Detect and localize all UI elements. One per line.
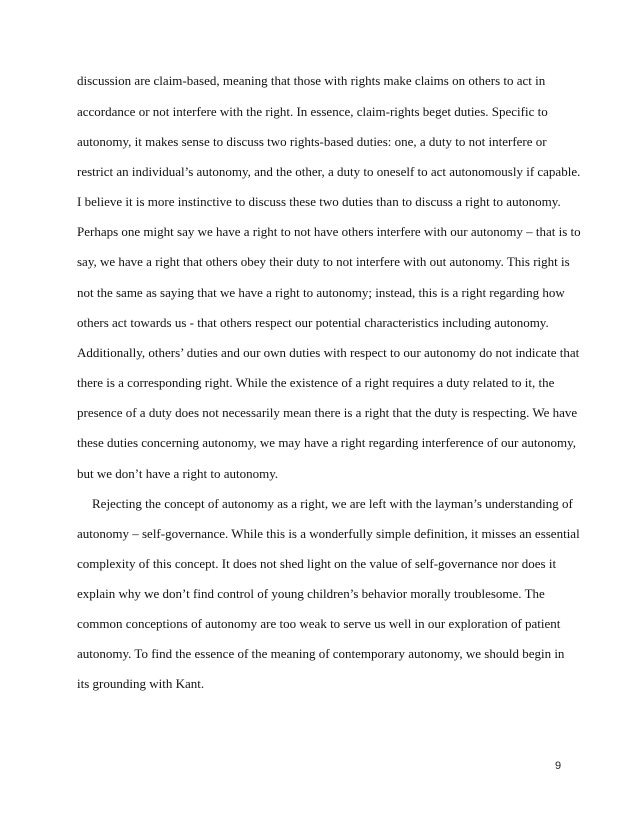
text-line: complexity of this concept. It does not shed light on the value of self-governance nor does it: [77, 556, 557, 571]
text-line: say, we have a right that others obey their duty to not interfere with out autonomy. This right is: [77, 254, 570, 269]
text-line: these duties concerning autonomy, we may have a right regarding interference of our autonomy,: [77, 435, 576, 450]
text-line: but we don’t have a right to autonomy.: [77, 466, 279, 481]
page-number: 9: [555, 760, 562, 772]
text-line: not the same as saying that we have a right to autonomy; instead, this is a right regarding how: [77, 285, 565, 300]
text-line-indented: Rejecting the concept of autonomy as a right, we are left with the layman’s understanding of: [92, 496, 573, 511]
text-line: I believe it is more instinctive to discuss these two duties than to discuss a right to autonomy.: [77, 194, 561, 209]
text-line: restrict an individual’s autonomy, and the other, a duty to oneself to act autonomously if capable.: [77, 164, 581, 179]
text-line: common conceptions of autonomy are too weak to serve us well in our exploration of patient: [77, 616, 561, 631]
text-line: explain why we don’t find control of young children’s behavior morally troublesome. The: [77, 586, 545, 601]
text-line: autonomy. To find the essence of the meaning of contemporary autonomy, we should begin in: [77, 646, 565, 661]
text-line: autonomy – self-governance. While this is a wonderfully simple definition, it misses an essential: [77, 526, 580, 541]
text-line: discussion are claim-based, meaning that those with rights make claims on others to act in: [77, 73, 546, 88]
text-line: accordance or not interfere with the right. In essence, claim-rights beget duties. Specific to: [77, 104, 548, 119]
text-line: Additionally, others’ duties and our own duties with respect to our autonomy do not indicate that: [77, 345, 580, 360]
text-line: its grounding with Kant.: [77, 676, 205, 691]
text-line: autonomy, it makes sense to discuss two rights-based duties: one, a duty to not interfere or: [77, 134, 547, 149]
text-line: presence of a duty does not necessarily mean there is a right that the duty is respecting. We have: [77, 405, 578, 420]
text-line: there is a corresponding right. While the existence of a right requires a duty related to it, the: [77, 375, 555, 390]
text-line: Perhaps one might say we have a right to not have others interfere with our autonomy – that is to: [77, 224, 581, 239]
text-line: others act towards us - that others respect our potential characteristics including autonomy.: [77, 315, 549, 330]
